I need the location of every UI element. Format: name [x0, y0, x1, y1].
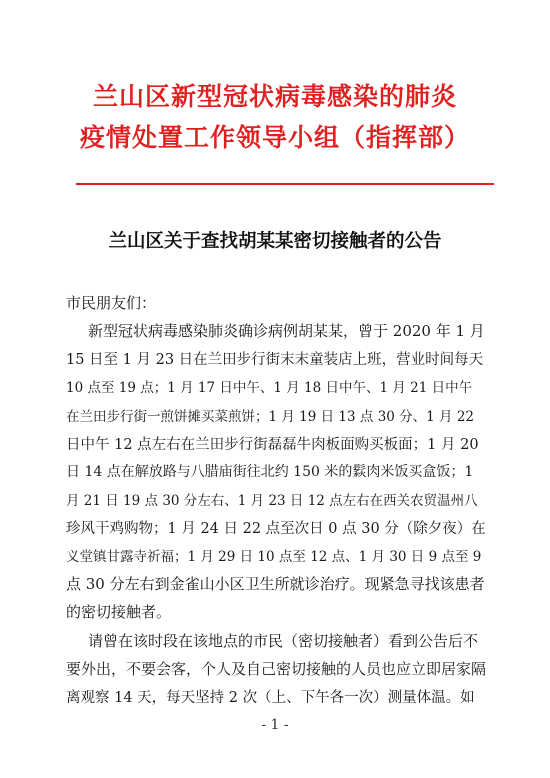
notice-title: 兰山区关于查找胡某某密切接触者的公告: [108, 231, 442, 252]
body-line: 请曾在该时段在该地点的市民（密切接触者）看到公告后不: [88, 632, 479, 650]
body-line: 点 30 分左右到金雀山小区卫生所就诊治疗。现紧急寻找该患者: [66, 575, 485, 593]
body-line: 日 14 点在解放路与八腊庙街往北约 150 米的鬏肉米饭买盒饭；1: [66, 464, 474, 480]
body-line: 15 日至 1 月 23 日在兰田步行街末末童装店上班，营业时间每天: [66, 352, 484, 368]
body-line: 新型冠状病毒感染肺炎确诊病例胡某某，曾于 2020 年 1 月: [88, 322, 485, 340]
salutation: 市民朋友们：: [66, 294, 157, 312]
body-line: 要外出，不要会客，个人及自己密切接触的人员也应立即居家隔: [66, 660, 487, 678]
body-line: 珍风干鸡购物；1 月 24 日 22 点至次日 0 点 30 分（除夕夜）在: [66, 521, 486, 537]
body-line: 10 点至 19 点；1 月 17 日中午、1 月 18 日中午、1 月 21 日中午: [66, 380, 473, 396]
body-line: 在兰田步行街一煎饼摊买菜煎饼；1 月 19 日 13 点 30 分、1 月 22: [66, 409, 475, 425]
body-line: 日中午 12 点左右在兰田步行街磊磊牛肉板面购买板面；1 月 20: [66, 437, 479, 453]
page-number: - 1 -: [261, 717, 289, 733]
body-line: 月 21 日 19 点 30 分左右、1 月 23 日 12 点左右在西关农贸温州八: [66, 493, 478, 509]
header-title-line2: 疫情处置工作领导小组（指挥部）: [79, 123, 470, 152]
header-divider: [76, 183, 494, 185]
body-line: 的密切接触者。: [66, 603, 172, 621]
body-line: 义堂镇甘露寺祈福；1 月 29 日 10 点至 12 点、1 月 30 日 9 点至 9: [66, 549, 482, 565]
body-line: 离观察 14 天，每天坚持 2 次（上、下午各一次）测量体温。如: [66, 690, 475, 706]
header-title-line1: 兰山区新型冠状病毒感染的肺炎: [92, 82, 457, 111]
